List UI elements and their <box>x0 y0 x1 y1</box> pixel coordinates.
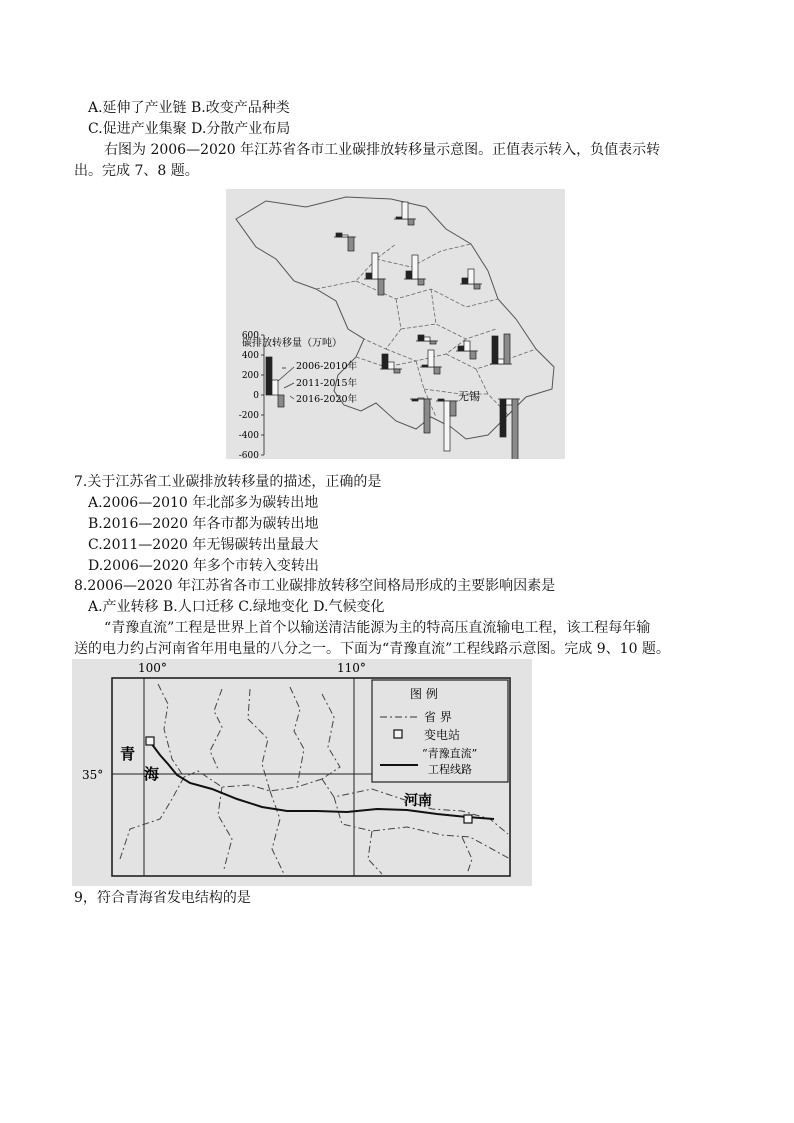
bar-city-2-s3 <box>348 237 354 251</box>
lat-35-label: 35° <box>82 768 104 782</box>
legend-tick-label-3: 0 <box>253 391 259 401</box>
legend-series-2: 2011-2015年 <box>296 378 358 389</box>
map2-legend <box>372 680 508 782</box>
q7-option-a: A.2006—2010 年北部多为碳转出地 <box>88 495 319 511</box>
legend-border-label: 省 界 <box>424 710 452 724</box>
bar-city-12-s3 <box>450 401 456 416</box>
bar-group-city-2 <box>334 233 356 251</box>
legend-bar-s1 <box>266 357 272 395</box>
bar-city-1-s2 <box>402 202 408 219</box>
legend-tick-label-2: 200 <box>241 371 259 381</box>
bar-city-9-s3 <box>394 369 400 373</box>
bar-city-8-s2 <box>428 350 434 367</box>
bar-group-city-9 <box>380 354 402 373</box>
bar-city-2-s2 <box>342 235 348 237</box>
legend-line-label-2: 工程线路 <box>428 763 472 776</box>
q8-stem: 8.2006—2020 年江苏省各市工业碳排放转移空间格局形成的主要影响因素是 <box>74 578 556 594</box>
substation-henan <box>464 815 472 823</box>
bar-city-8-s1 <box>422 365 428 367</box>
legend-station-sample <box>394 730 402 738</box>
intro-7-8-line-1: 右图为 2006—2020 年江苏省各市工业碳排放转移量示意图。正值表示转入，负值表示转 <box>104 142 661 158</box>
jiangsu-carbon-map-svg <box>226 189 565 459</box>
bar-city-6-s3 <box>430 341 436 344</box>
legend-bars <box>266 357 284 407</box>
wuxi-label: 无锡 <box>458 390 480 403</box>
q6-options-cd: C.促进产业集聚 D.分散产业布局 <box>88 121 291 137</box>
bar-city-12-s2 <box>444 401 450 451</box>
bar-city-6-s1 <box>418 335 424 341</box>
bar-group-city-4 <box>404 255 426 285</box>
bar-city-13-s3 <box>512 399 518 459</box>
jiangsu-carbon-map <box>226 189 565 459</box>
legend-bar-s2 <box>272 380 278 395</box>
q7-option-d: D.2006—2020 年多个市转入变转出 <box>88 558 319 574</box>
bar-city-5-s3 <box>474 284 480 289</box>
q8-options: A.产业转移 B.人口迁移 C.绿地变化 D.气候变化 <box>88 599 385 615</box>
bar-city-4-s1 <box>406 271 412 279</box>
bar-city-1-s1 <box>396 217 402 219</box>
bar-city-4-s3 <box>418 279 424 285</box>
q9-stem: 9，符合青海省发电结构的是 <box>74 890 251 906</box>
legend-title: 图 例 <box>410 687 438 701</box>
bar-group-city-12 <box>436 399 458 451</box>
bar-city-11-s2 <box>418 398 424 399</box>
bar-city-3-s1 <box>366 273 372 279</box>
q6-options-ab: A.延伸了产业链 B.改变产品种类 <box>88 100 290 116</box>
intro-9-10-line-1: “青豫直流”工程是世界上首个以输送清洁能源为主的特高压直流输电工程，该工程每年输 <box>104 620 651 636</box>
bar-city-3-s3 <box>378 279 384 295</box>
legend-tick-label-0: 600 <box>241 331 259 341</box>
legend-series-1: 2006-2010年 <box>296 361 358 372</box>
legend-tick-label-5: -400 <box>238 431 259 441</box>
legend-tick-label-4: -200 <box>238 411 259 421</box>
bar-city-12-s1 <box>438 399 444 401</box>
bar-city-4-s2 <box>412 255 418 279</box>
bar-city-9-s1 <box>382 354 388 369</box>
bar-group-city-5 <box>460 269 482 289</box>
bar-city-1-s3 <box>408 219 414 225</box>
bar-city-5-s1 <box>462 278 468 284</box>
qinghai-label-2: 海 <box>144 765 160 783</box>
map1-legend <box>239 331 358 459</box>
bar-city-5-s2 <box>468 269 474 284</box>
intro-7-8-line-2: 出。完成 7、8 题。 <box>74 163 199 179</box>
legend-bar-s3 <box>278 395 284 407</box>
bar-city-13-s2 <box>506 399 512 405</box>
q7-stem: 7.关于江苏省工业碳排放转移量的描述，正确的是 <box>74 474 382 490</box>
bar-city-10-s2 <box>498 359 504 364</box>
henan-label: 河南 <box>404 793 432 809</box>
legend-tick-label-6: -600 <box>238 451 259 459</box>
city-boundaries <box>316 244 536 417</box>
bar-city-3-s2 <box>372 253 378 279</box>
bar-city-11-s1 <box>412 399 418 401</box>
bar-group-city-10 <box>490 334 512 364</box>
lon-100-label: 100° <box>138 661 167 675</box>
substation-qinghai <box>146 737 154 745</box>
legend-axis <box>239 331 264 459</box>
qingyu-line-map <box>72 659 532 886</box>
bar-city-7-s3 <box>470 351 476 359</box>
qinghai-label-1: 青 <box>120 745 136 763</box>
bar-city-10-s1 <box>492 336 498 364</box>
legend-station-label: 变电站 <box>424 728 461 742</box>
bar-group-city-13 <box>498 399 520 459</box>
legend-tick-label-1: 400 <box>241 351 259 361</box>
bar-city-13-s1 <box>500 399 506 437</box>
bar-group-city-6 <box>416 335 438 344</box>
q7-option-b: B.2016—2020 年各市都为碳转出地 <box>88 516 319 532</box>
bar-city-7-s1 <box>458 346 464 351</box>
legend-series-3: 2016-2020年 <box>296 394 358 405</box>
q7-option-c: C.2011—2020 年无锡碳转出量最大 <box>88 537 319 553</box>
bar-city-9-s2 <box>388 362 394 369</box>
legend-title: 碳排放转移量（万吨） <box>242 338 342 349</box>
legend-line-label-1: “青豫直流” <box>422 747 478 760</box>
intro-9-10-line-2: 送的电力约占河南省年用电量的八分之一。下面为“青豫直流”工程线路示意图。完成 9、10 题。 <box>74 641 670 657</box>
bar-city-6-s2 <box>424 337 430 341</box>
qingyu-line-map-svg <box>72 659 532 886</box>
bar-city-2-s1 <box>336 233 342 237</box>
bar-city-7-s2 <box>464 341 470 351</box>
bar-group-city-3 <box>364 253 386 295</box>
bar-city-8-s3 <box>434 367 440 374</box>
bar-group-city-1 <box>394 202 416 225</box>
legend-leaders <box>278 367 294 399</box>
bar-city-10-s3 <box>504 334 510 364</box>
bar-city-11-s3 <box>424 399 430 433</box>
bar-group-city-8 <box>420 350 442 374</box>
lon-110-label: 110° <box>337 661 366 675</box>
